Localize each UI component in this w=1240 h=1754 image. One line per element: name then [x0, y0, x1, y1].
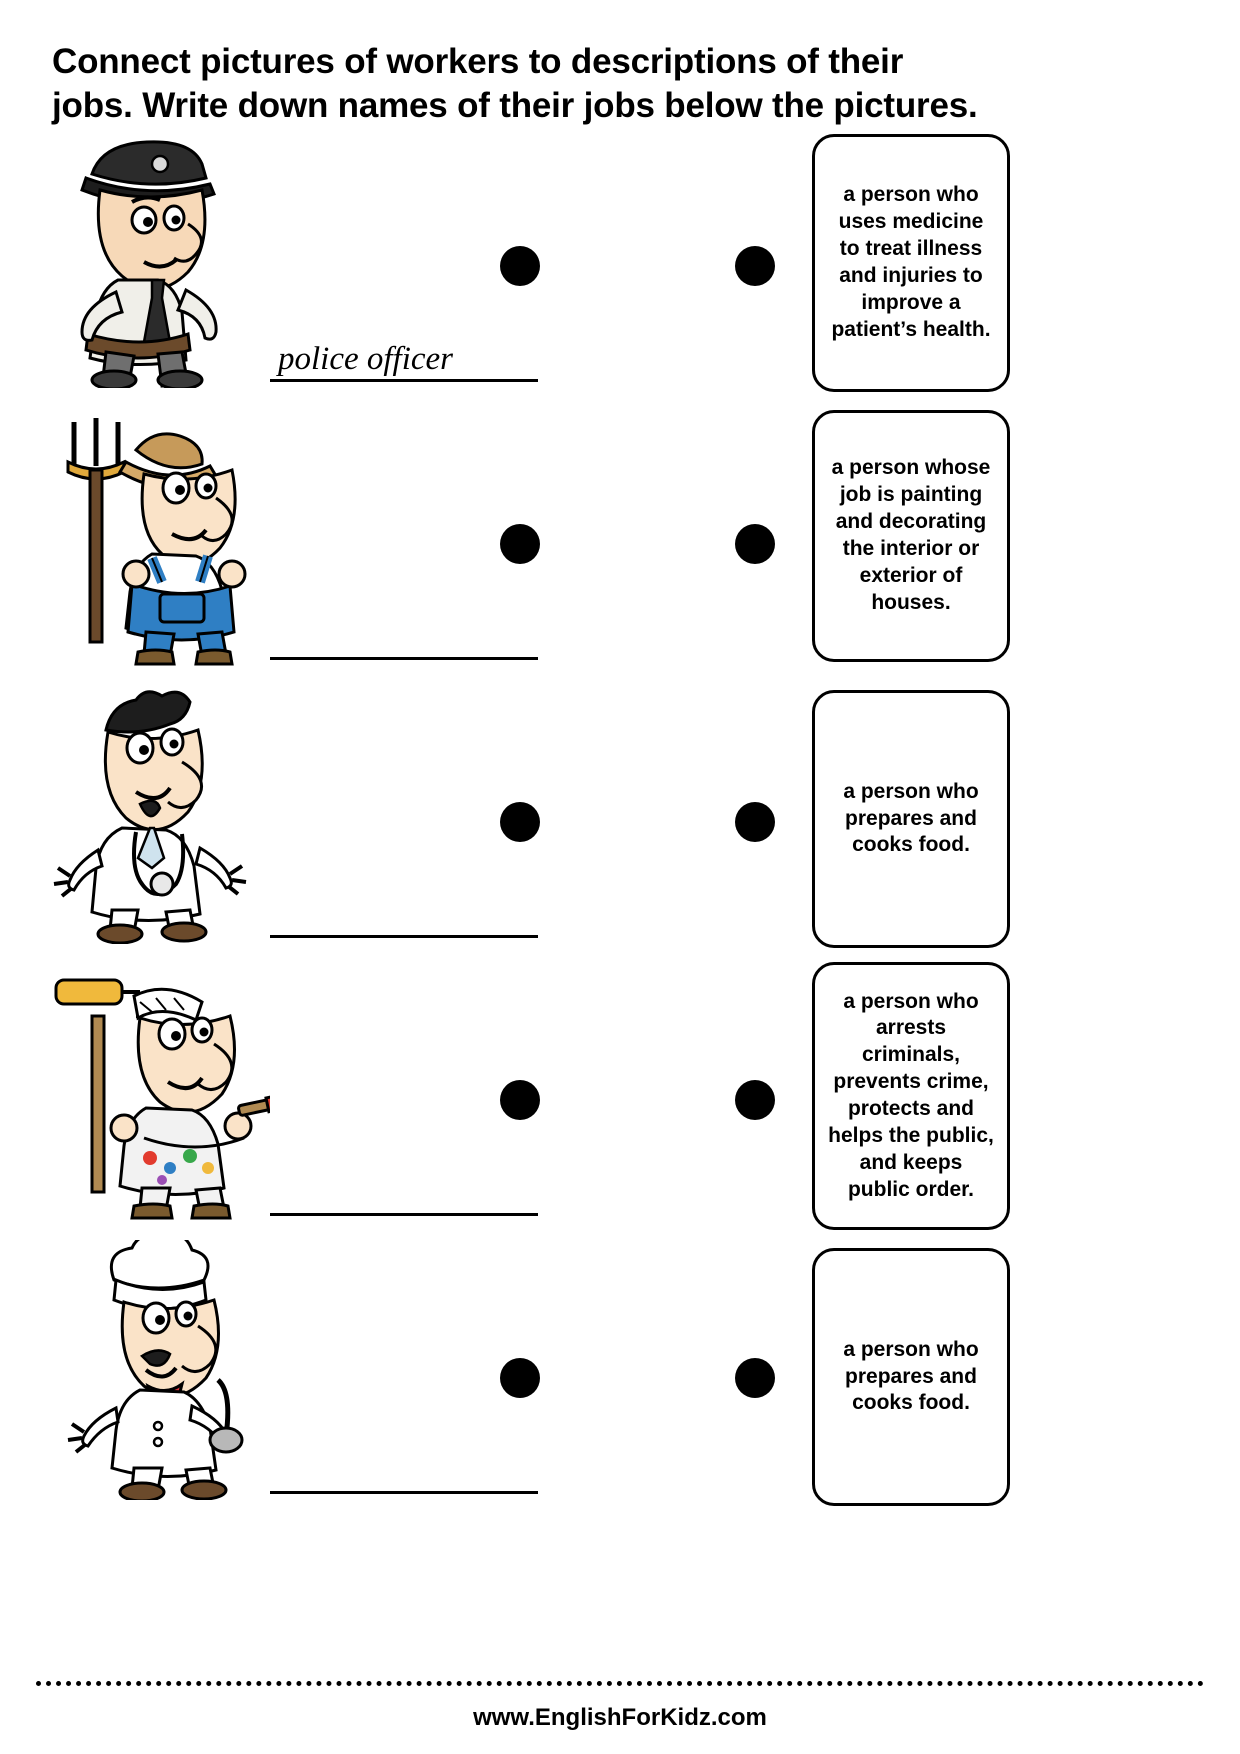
picture-cell: [40, 1240, 470, 1518]
table-row: [0, 962, 1240, 1240]
chef-illustration: [40, 1240, 270, 1500]
answer-line[interactable]: [270, 1460, 538, 1494]
picture-cell: [40, 128, 470, 406]
connector-dot-left[interactable]: [500, 1080, 540, 1120]
description-box[interactable]: a person who uses medicine to treat illness and injuries to improve a patient’s health.: [812, 134, 1010, 392]
description-box[interactable]: a person who arrests criminals, prevents crime, protects and helps the public, and keeps public order.: [812, 962, 1010, 1230]
connector-dot-right[interactable]: [735, 246, 775, 286]
connector-dot-left[interactable]: [500, 1358, 540, 1398]
answer-line[interactable]: [270, 1182, 538, 1216]
answer-rule: [270, 935, 538, 938]
picture-cell: [40, 684, 470, 962]
footer-divider: [36, 1675, 1204, 1686]
picture-cell: [40, 406, 470, 684]
answer-rule: [270, 379, 538, 382]
table-row: [0, 1240, 1240, 1518]
answer-line[interactable]: [270, 626, 538, 660]
picture-cell: [40, 962, 470, 1240]
connector-dot-right[interactable]: [735, 802, 775, 842]
connector-dot-right[interactable]: [735, 1080, 775, 1120]
answer-rule: [270, 1213, 538, 1216]
matching-rows: [0, 128, 1240, 1518]
connector-dot-left[interactable]: [500, 802, 540, 842]
connector-dot-left[interactable]: [500, 246, 540, 286]
table-row: [0, 128, 1240, 406]
answer-text: police officer: [278, 341, 454, 377]
answer-line[interactable]: [270, 341, 538, 382]
description-box[interactable]: a person whose job is painting and decorating the interior or exterior of houses.: [812, 410, 1010, 662]
table-row: [0, 684, 1240, 962]
table-row: [0, 406, 1240, 684]
answer-rule: [270, 1491, 538, 1494]
connector-dot-left[interactable]: [500, 524, 540, 564]
painter-illustration: [40, 962, 270, 1222]
description-box[interactable]: a person who prepares and cooks food.: [812, 1248, 1010, 1506]
description-box[interactable]: a person who prepares and cooks food.: [812, 690, 1010, 948]
title-line-2: jobs. Write down names of their jobs below the pictures.: [52, 85, 978, 125]
title-line-1: Connect pictures of workers to descriptions of their: [52, 42, 904, 81]
page-title: [52, 40, 1192, 128]
connector-dot-right[interactable]: [735, 524, 775, 564]
answer-line[interactable]: [270, 904, 538, 938]
answer-rule: [270, 657, 538, 660]
farmer-illustration: [40, 406, 270, 666]
footer-website[interactable]: www.EnglishForKidz.com: [473, 1704, 767, 1731]
connector-dot-right[interactable]: [735, 1358, 775, 1398]
doctor-illustration: [40, 684, 270, 944]
police-officer-illustration: [40, 128, 270, 388]
